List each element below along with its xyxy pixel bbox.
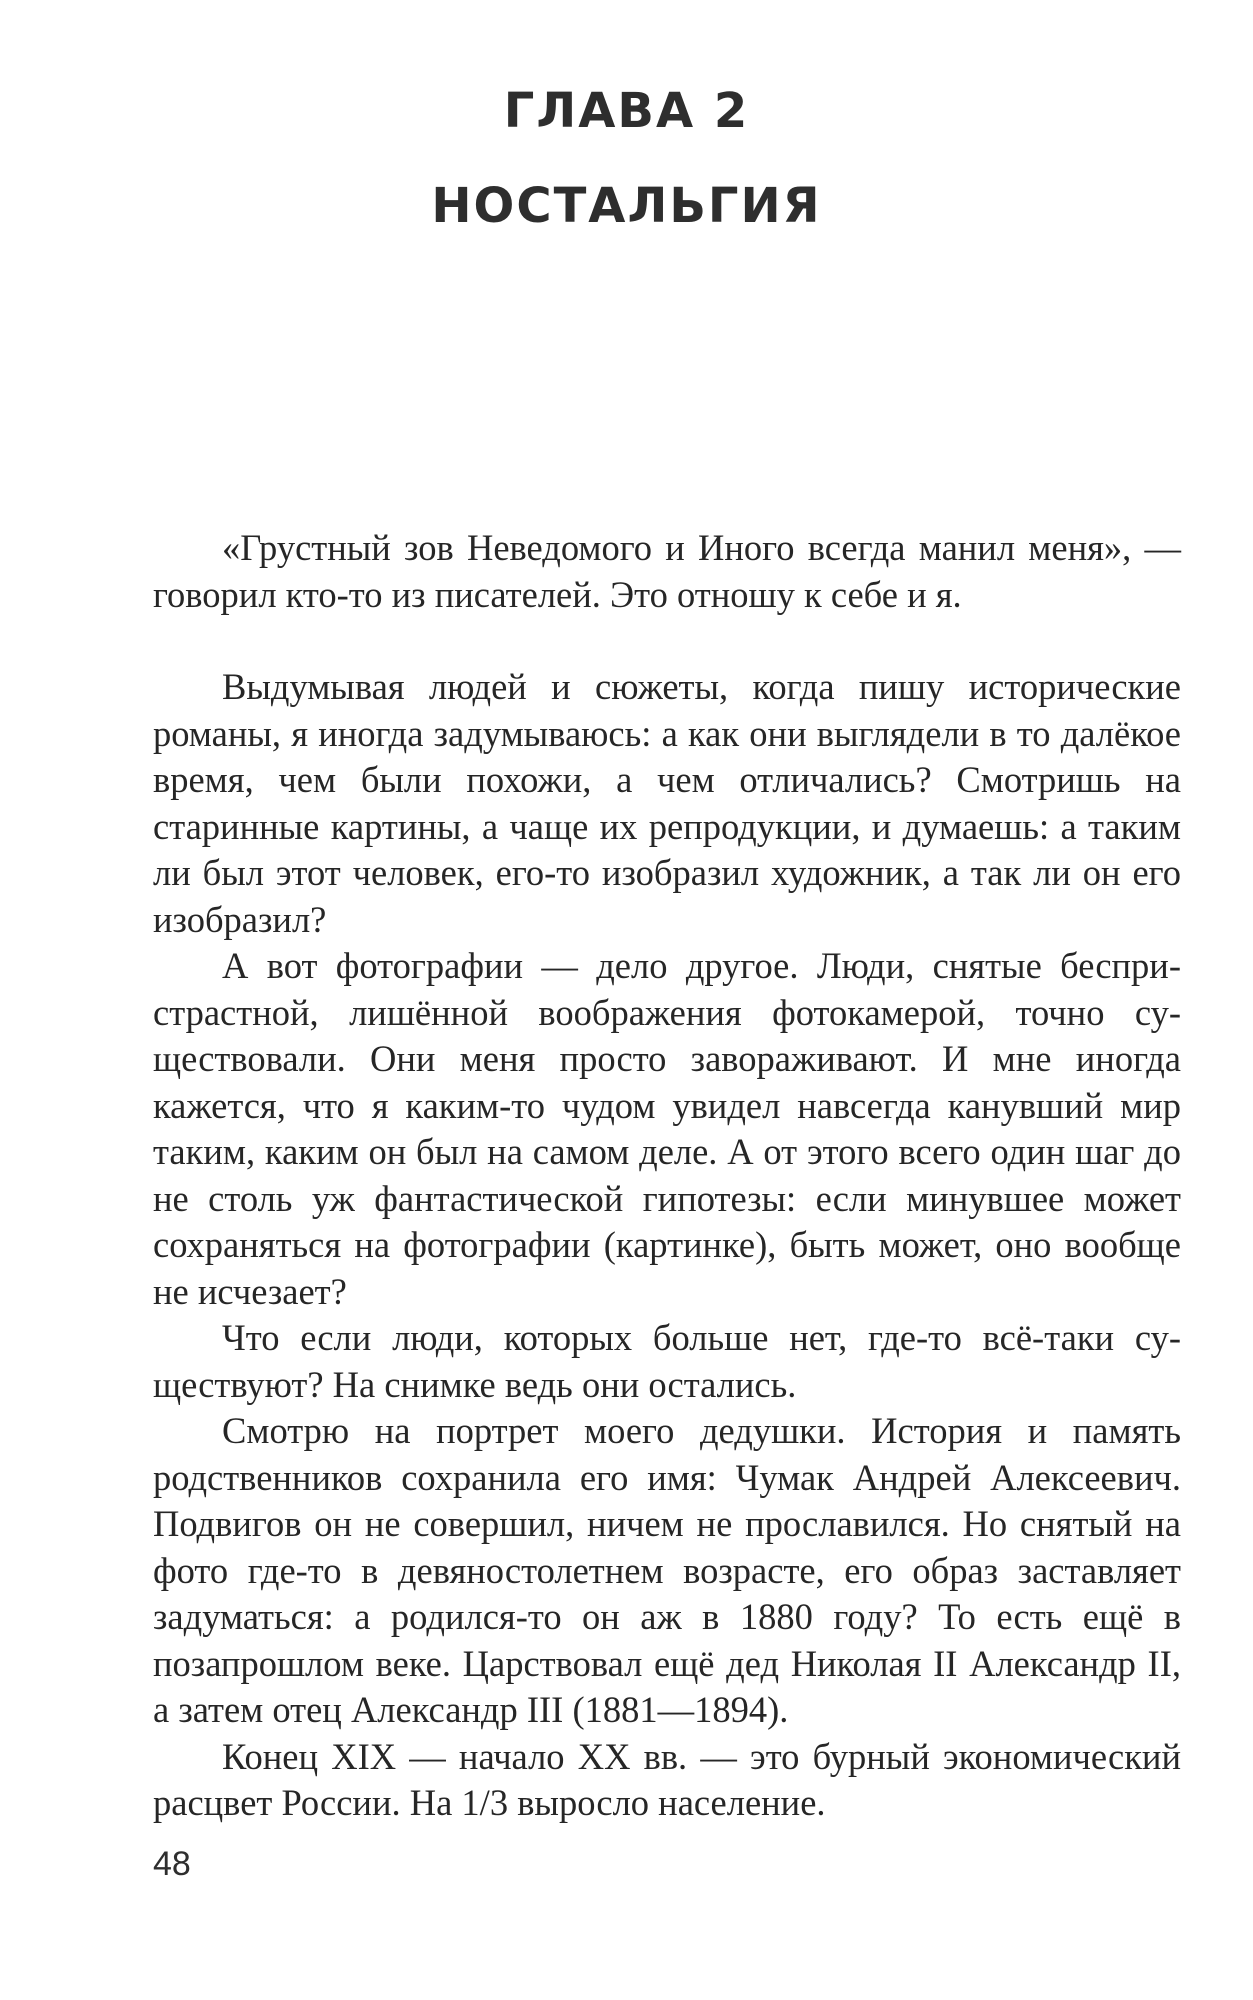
page-number: 48 [153, 1845, 191, 1883]
chapter-number: ГЛАВА 2 [503, 83, 750, 139]
paragraph-epigraph: «Грустный зов Неведомого и Иного всегда манил меня», — говорил кто-то из писателей. Это отношу к себе и я. [153, 527, 1181, 615]
body-text [153, 525, 1181, 1827]
chapter-title: НОСТАЛЬГИЯ [431, 178, 822, 234]
paragraph: Что если люди, которых больше нет, где-то всё-таки существуют? На снимке ведь они остались. [153, 1317, 1181, 1405]
paragraph: Смотрю на портрет моего дедушки. История и память родственников сохранила его имя: Чумак Андрей Алексеевич. Подвигов он не совершил, ничем не прославился. Но снятый на фото где-то в девяностолетнем возрасте, его образ заставляет задуматься: а родился-то он аж в 1880 году? То есть ещё в позапрошлом веке. Царствовал ещё дед Николая II Александр II, а затем отец Александр III (1881—1894). [153, 1410, 1181, 1730]
paragraph: Конец XIX — начало XX вв. — это бурный экономический расцвет России. На 1/3 выросло население. [153, 1735, 1181, 1823]
paragraph: Выдумывая людей и сюжеты, когда пишу исторические романы, я иногда задумываюсь: а как они выглядели в то далёкое время, чем были похожи, а чем отличались? Смотришь на старинные картины, а чаще их репродукции, и думаешь: а таким ли был этот человек, его-то изобразил художник, а так ли он его изобразил? [153, 666, 1181, 940]
paragraph: А вот фотографии — дело другое. Люди, снятые беспристрастной, лишённой воображения фотокамерой, точно существовали. Они меня просто завораживают. И мне иногда кажется, что я каким-то чудом увидел навсегда канувший мир таким, каким он был на самом деле. А от этого всего один шаг до не столь уж фантастической гипотезы: если минувшее может сохраняться на фотографии (картинке), быть может, оно вообще не исчезает? [153, 945, 1181, 1312]
